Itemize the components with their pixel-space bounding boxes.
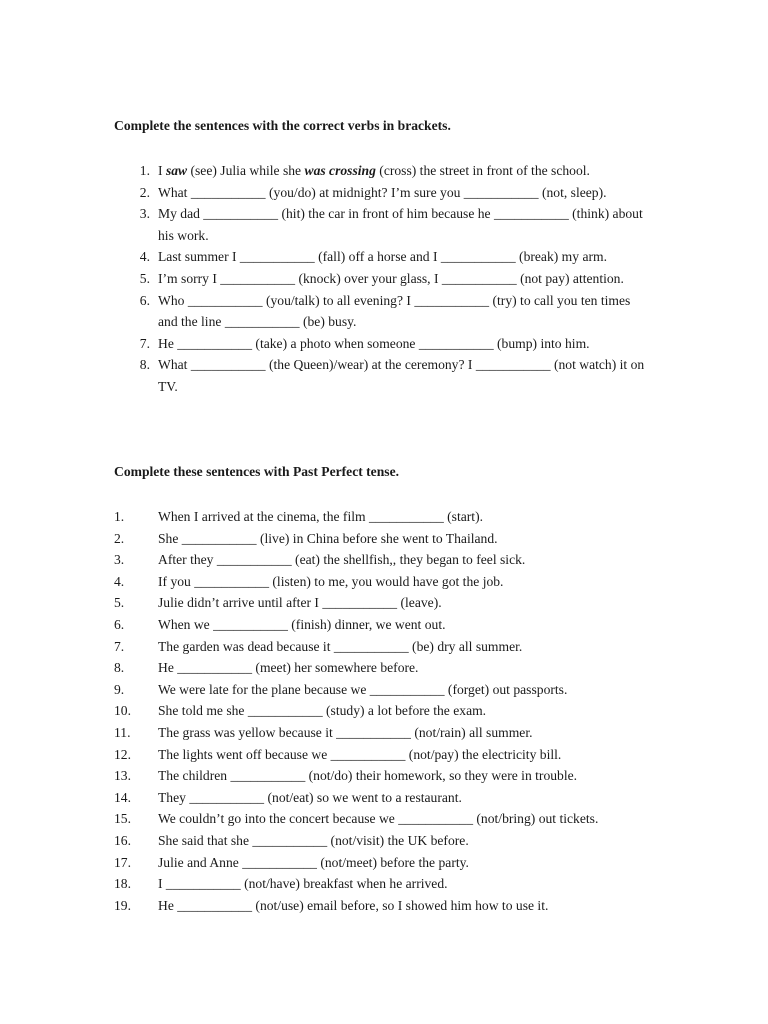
item-text: She ___________ (live) in China before she went to Thailand. — [158, 530, 498, 546]
section1-heading: Complete the sentences with the correct verbs in brackets. — [114, 118, 451, 133]
item-text: The children ___________ (not/do) their homework, so they were in trouble. — [158, 768, 578, 784]
item-number: 17. — [114, 854, 131, 870]
list-item — [0, 657, 648, 679]
list-item — [0, 203, 648, 246]
item-number: 9. — [114, 681, 125, 697]
list-item — [0, 636, 648, 658]
item-text: The garden was dead because it ___________ (be) dry all summer. — [158, 638, 523, 654]
item-text: Last summer I ___________ (fall) off a horse and I ___________ (break) my arm. — [158, 249, 607, 265]
item-text: Who ___________ (you/talk) to all evening? I ___________ (try) to call you ten times and the line ___________ (be) busy. — [158, 292, 631, 330]
list-item — [0, 852, 648, 874]
list-item — [0, 765, 648, 787]
list-item — [0, 571, 648, 593]
section1-list — [0, 160, 768, 398]
item-number: 10. — [114, 703, 131, 719]
item-number: 2. — [114, 530, 125, 546]
item-number: 6. — [139, 292, 150, 308]
list-item — [0, 744, 648, 766]
list-item — [0, 160, 648, 182]
list-item — [0, 614, 648, 636]
item-text: Julie and Anne ___________ (not/meet) before the party. — [158, 854, 469, 870]
item-number: 7. — [139, 335, 150, 351]
list-item — [0, 354, 648, 397]
item-number: 15. — [114, 811, 131, 827]
list-item — [0, 873, 648, 895]
item-number: 5. — [114, 595, 125, 611]
item-text-post: (cross) the street in front of the school. — [375, 163, 590, 178]
list-item — [0, 333, 648, 355]
list-item — [0, 268, 648, 290]
list-item — [0, 246, 648, 268]
list-item — [0, 895, 648, 917]
list-item — [0, 700, 648, 722]
item-text: We were late for the plane because we ___________ (forget) out passports. — [158, 681, 568, 697]
item-text: When we ___________ (finish) dinner, we went out. — [158, 616, 446, 632]
list-item — [0, 830, 648, 852]
list-item — [0, 592, 648, 614]
list-item — [0, 679, 648, 701]
item-text: What ___________ (the Queen)/wear) at the ceremony? I ___________ (not watch) it on TV. — [158, 357, 645, 394]
item-number: 2. — [139, 184, 150, 200]
list-item — [0, 182, 648, 204]
item-number: 12. — [114, 746, 131, 762]
item-number: 8. — [139, 357, 150, 373]
item-text: What ___________ (you/do) at midnight? I’m sure you ___________ (not, sleep). — [158, 184, 607, 200]
item-number: 1. — [139, 163, 150, 178]
item-number: 14. — [114, 789, 131, 805]
item-text: After they ___________ (eat) the shellfish,, they began to feel sick. — [158, 552, 526, 568]
item-number: 4. — [114, 573, 125, 589]
item-number: 19. — [114, 897, 131, 913]
section2-heading: Complete these sentences with Past Perfect tense. — [114, 464, 399, 479]
item-text: He ___________ (not/use) email before, so I showed him how to use it. — [158, 897, 549, 913]
item-text: We couldn’t go into the concert because we ___________ (not/bring) out tickets. — [158, 811, 599, 827]
list-item — [0, 808, 648, 830]
item-text: Julie didn’t arrive until after I ___________ (leave). — [158, 595, 442, 611]
section2-list — [0, 506, 768, 916]
list-item — [0, 506, 648, 528]
list-item — [0, 787, 648, 809]
item-text: I’m sorry I ___________ (knock) over your glass, I ___________ (not pay) attention. — [158, 270, 624, 286]
list-item — [0, 549, 648, 571]
list-item — [0, 722, 648, 744]
item-number: 3. — [139, 206, 150, 222]
item-number: 7. — [114, 638, 125, 654]
example-answer-2: was crossing — [304, 163, 376, 178]
item-number: 3. — [114, 552, 125, 568]
item-text: They ___________ (not/eat) so we went to a restaurant. — [158, 789, 462, 805]
item-text: The lights went off because we ___________ (not/pay) the electricity bill. — [158, 746, 562, 762]
item-text-mid: (see) Julia while she — [187, 163, 305, 178]
list-item — [0, 528, 648, 550]
item-number: 11. — [114, 724, 131, 740]
item-number: 13. — [114, 768, 131, 784]
item-text: When I arrived at the cinema, the film ___________ (start). — [158, 509, 484, 524]
item-number: 18. — [114, 876, 131, 892]
item-number: 4. — [139, 249, 150, 265]
item-text: He ___________ (meet) her somewhere before. — [158, 660, 419, 676]
item-number: 1. — [114, 509, 125, 524]
item-number: 6. — [114, 616, 125, 632]
list-item — [0, 290, 648, 333]
item-text: If you ___________ (listen) to me, you would have got the job. — [158, 573, 504, 589]
item-text: He ___________ (take) a photo when someone ___________ (bump) into him. — [158, 335, 590, 351]
item-number: 5. — [139, 270, 150, 286]
item-text: She told me she ___________ (study) a lot before the exam. — [158, 703, 487, 719]
item-text: My dad ___________ (hit) the car in front of him because he ___________ (think) about his work. — [158, 206, 643, 243]
example-answer-1: saw — [165, 163, 188, 178]
item-number: 8. — [114, 660, 125, 676]
item-number: 16. — [114, 832, 131, 848]
item-text: I ___________ (not/have) breakfast when he arrived. — [158, 876, 448, 892]
item-text: The grass was yellow because it ___________ (not/rain) all summer. — [158, 724, 533, 740]
item-text: She said that she ___________ (not/visit) the UK before. — [158, 832, 469, 848]
item-text-pre: I — [158, 163, 166, 178]
